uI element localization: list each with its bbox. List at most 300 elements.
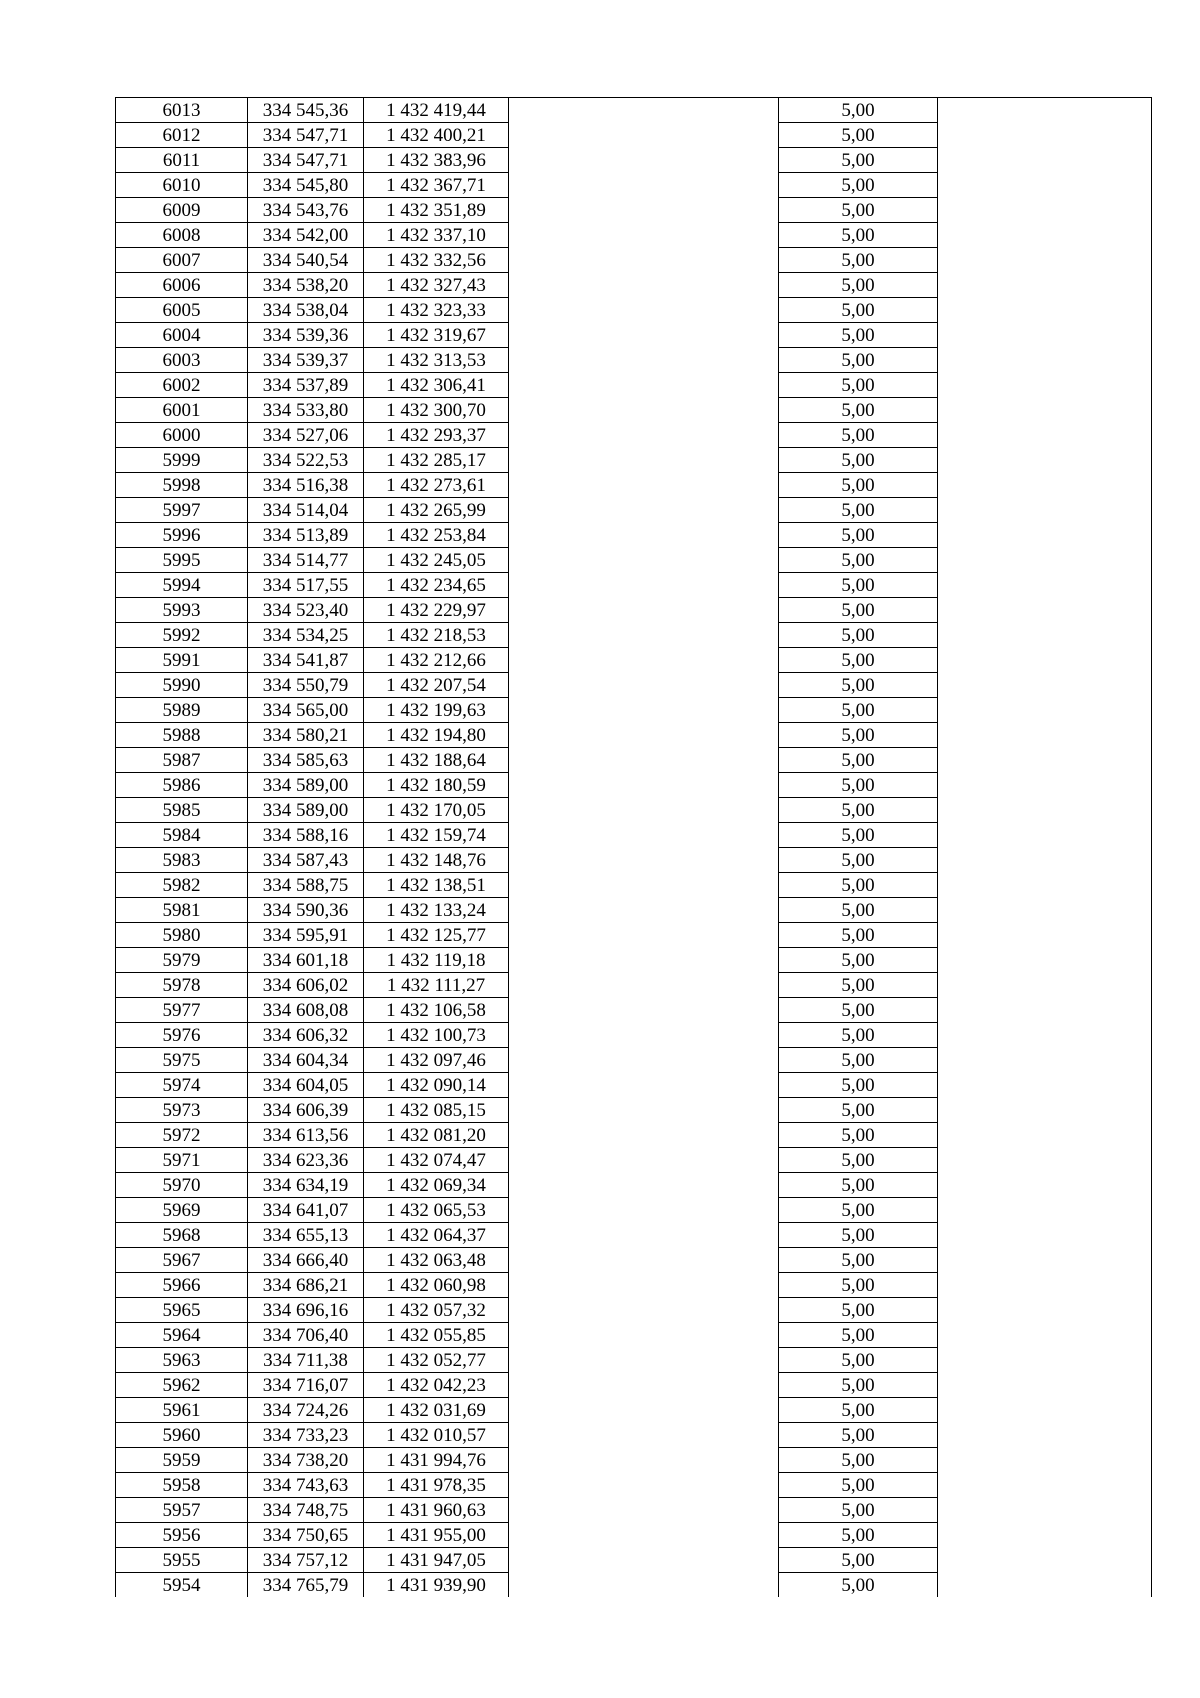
y-coordinate-cell: 1 432 133,24: [364, 898, 509, 923]
table-row: [116, 673, 1152, 698]
y-coordinate-cell: 1 432 229,97: [364, 598, 509, 623]
x-coordinate-cell: 334 588,16: [248, 823, 364, 848]
value-cell: 5,00: [779, 723, 938, 748]
empty-cell: [938, 798, 1152, 823]
empty-cell: [938, 548, 1152, 573]
table-row: [116, 1148, 1152, 1173]
value-cell: 5,00: [779, 373, 938, 398]
x-coordinate-cell: 334 513,89: [248, 523, 364, 548]
point-number-cell: 5961: [116, 1398, 248, 1423]
table-row: [116, 198, 1152, 223]
table-row: [116, 1348, 1152, 1373]
empty-cell: [509, 1248, 779, 1273]
empty-cell: [938, 723, 1152, 748]
x-coordinate-cell: 334 543,76: [248, 198, 364, 223]
x-coordinate-cell: 334 595,91: [248, 923, 364, 948]
value-cell: 5,00: [779, 673, 938, 698]
point-number-cell: 5964: [116, 1323, 248, 1348]
y-coordinate-cell: 1 432 323,33: [364, 298, 509, 323]
table-row: [116, 223, 1152, 248]
table-row: [116, 823, 1152, 848]
point-number-cell: 5980: [116, 923, 248, 948]
y-coordinate-cell: 1 432 074,47: [364, 1148, 509, 1173]
table-row: [116, 123, 1152, 148]
y-coordinate-cell: 1 431 955,00: [364, 1523, 509, 1548]
point-number-cell: 5975: [116, 1048, 248, 1073]
point-number-cell: 5989: [116, 698, 248, 723]
x-coordinate-cell: 334 696,16: [248, 1298, 364, 1323]
x-coordinate-cell: 334 517,55: [248, 573, 364, 598]
x-coordinate-cell: 334 538,04: [248, 298, 364, 323]
x-coordinate-cell: 334 539,37: [248, 348, 364, 373]
x-coordinate-cell: 334 716,07: [248, 1373, 364, 1398]
point-number-cell: 5963: [116, 1348, 248, 1373]
table-row: [116, 348, 1152, 373]
y-coordinate-cell: 1 432 119,18: [364, 948, 509, 973]
point-number-cell: 5998: [116, 473, 248, 498]
empty-cell: [509, 348, 779, 373]
empty-cell: [938, 148, 1152, 173]
x-coordinate-cell: 334 527,06: [248, 423, 364, 448]
x-coordinate-cell: 334 765,79: [248, 1573, 364, 1598]
value-cell: 5,00: [779, 548, 938, 573]
empty-cell: [509, 473, 779, 498]
value-cell: 5,00: [779, 123, 938, 148]
point-number-cell: 5984: [116, 823, 248, 848]
value-cell: 5,00: [779, 623, 938, 648]
x-coordinate-cell: 334 604,05: [248, 1073, 364, 1098]
value-cell: 5,00: [779, 1473, 938, 1498]
empty-cell: [938, 1173, 1152, 1198]
table-row: [116, 148, 1152, 173]
table-row: [116, 873, 1152, 898]
table-row: [116, 1048, 1152, 1073]
point-number-cell: 5985: [116, 798, 248, 823]
empty-cell: [938, 248, 1152, 273]
empty-cell: [938, 1523, 1152, 1548]
empty-cell: [938, 473, 1152, 498]
empty-cell: [509, 198, 779, 223]
y-coordinate-cell: 1 432 106,58: [364, 998, 509, 1023]
value-cell: 5,00: [779, 398, 938, 423]
y-coordinate-cell: 1 432 010,57: [364, 1423, 509, 1448]
value-cell: 5,00: [779, 973, 938, 998]
y-coordinate-cell: 1 432 199,63: [364, 698, 509, 723]
point-number-cell: 6010: [116, 173, 248, 198]
table-row: [116, 548, 1152, 573]
empty-cell: [938, 873, 1152, 898]
empty-cell: [509, 1348, 779, 1373]
empty-cell: [509, 398, 779, 423]
value-cell: 5,00: [779, 148, 938, 173]
value-cell: 5,00: [779, 348, 938, 373]
table-row: [116, 698, 1152, 723]
point-number-cell: 5993: [116, 598, 248, 623]
x-coordinate-cell: 334 585,63: [248, 748, 364, 773]
table-row: [116, 1448, 1152, 1473]
y-coordinate-cell: 1 432 367,71: [364, 173, 509, 198]
empty-cell: [938, 698, 1152, 723]
point-number-cell: 6012: [116, 123, 248, 148]
point-number-cell: 5962: [116, 1373, 248, 1398]
empty-cell: [509, 898, 779, 923]
x-coordinate-cell: 334 743,63: [248, 1473, 364, 1498]
empty-cell: [509, 123, 779, 148]
point-number-cell: 6005: [116, 298, 248, 323]
point-number-cell: 5979: [116, 948, 248, 973]
empty-cell: [938, 348, 1152, 373]
value-cell: 5,00: [779, 1498, 938, 1523]
table-row: [116, 1423, 1152, 1448]
empty-cell: [938, 1073, 1152, 1098]
empty-cell: [509, 998, 779, 1023]
y-coordinate-cell: 1 432 138,51: [364, 873, 509, 898]
y-coordinate-cell: 1 432 085,15: [364, 1098, 509, 1123]
value-cell: 5,00: [779, 173, 938, 198]
empty-cell: [938, 1548, 1152, 1573]
table-row: [116, 948, 1152, 973]
empty-cell: [938, 773, 1152, 798]
empty-cell: [509, 1198, 779, 1223]
x-coordinate-cell: 334 565,00: [248, 698, 364, 723]
y-coordinate-cell: 1 432 306,41: [364, 373, 509, 398]
table-row: [116, 798, 1152, 823]
y-coordinate-cell: 1 432 273,61: [364, 473, 509, 498]
point-number-cell: 6002: [116, 373, 248, 398]
empty-cell: [938, 1273, 1152, 1298]
point-number-cell: 5986: [116, 773, 248, 798]
x-coordinate-cell: 334 757,12: [248, 1548, 364, 1573]
empty-cell: [509, 598, 779, 623]
y-coordinate-cell: 1 432 285,17: [364, 448, 509, 473]
x-coordinate-cell: 334 523,40: [248, 598, 364, 623]
y-coordinate-cell: 1 432 097,46: [364, 1048, 509, 1073]
point-number-cell: 5988: [116, 723, 248, 748]
y-coordinate-cell: 1 432 319,67: [364, 323, 509, 348]
table-row: [116, 998, 1152, 1023]
empty-cell: [509, 1473, 779, 1498]
table-row: [116, 1198, 1152, 1223]
table-row: [116, 1298, 1152, 1323]
empty-cell: [509, 323, 779, 348]
value-cell: 5,00: [779, 1123, 938, 1148]
empty-cell: [938, 848, 1152, 873]
y-coordinate-cell: 1 432 069,34: [364, 1173, 509, 1198]
x-coordinate-cell: 334 589,00: [248, 798, 364, 823]
table-row: [116, 1023, 1152, 1048]
empty-cell: [509, 973, 779, 998]
empty-cell: [509, 148, 779, 173]
empty-cell: [938, 423, 1152, 448]
value-cell: 5,00: [779, 1373, 938, 1398]
x-coordinate-cell: 334 538,20: [248, 273, 364, 298]
table-row: [116, 273, 1152, 298]
x-coordinate-cell: 334 634,19: [248, 1173, 364, 1198]
x-coordinate-cell: 334 522,53: [248, 448, 364, 473]
empty-cell: [938, 373, 1152, 398]
empty-cell: [938, 523, 1152, 548]
value-cell: 5,00: [779, 1448, 938, 1473]
empty-cell: [938, 1298, 1152, 1323]
x-coordinate-cell: 334 534,25: [248, 623, 364, 648]
point-number-cell: 6000: [116, 423, 248, 448]
point-number-cell: 5995: [116, 548, 248, 573]
empty-cell: [509, 223, 779, 248]
table-row: [116, 973, 1152, 998]
y-coordinate-cell: 1 432 253,84: [364, 523, 509, 548]
x-coordinate-cell: 334 545,36: [248, 98, 364, 123]
value-cell: 5,00: [779, 273, 938, 298]
empty-cell: [938, 1248, 1152, 1273]
x-coordinate-cell: 334 604,34: [248, 1048, 364, 1073]
empty-cell: [938, 1573, 1152, 1598]
value-cell: 5,00: [779, 648, 938, 673]
empty-cell: [509, 1523, 779, 1548]
empty-cell: [509, 948, 779, 973]
point-number-cell: 5997: [116, 498, 248, 523]
point-number-cell: 5994: [116, 573, 248, 598]
empty-cell: [938, 298, 1152, 323]
value-cell: 5,00: [779, 1398, 938, 1423]
empty-cell: [938, 223, 1152, 248]
empty-cell: [938, 1473, 1152, 1498]
empty-cell: [938, 1348, 1152, 1373]
table-row: [116, 1098, 1152, 1123]
empty-cell: [509, 723, 779, 748]
x-coordinate-cell: 334 641,07: [248, 1198, 364, 1223]
y-coordinate-cell: 1 432 327,43: [364, 273, 509, 298]
y-coordinate-cell: 1 432 170,05: [364, 798, 509, 823]
point-number-cell: 5981: [116, 898, 248, 923]
x-coordinate-cell: 334 606,02: [248, 973, 364, 998]
point-number-cell: 6003: [116, 348, 248, 373]
empty-cell: [509, 1573, 779, 1598]
point-number-cell: 5959: [116, 1448, 248, 1473]
x-coordinate-cell: 334 706,40: [248, 1323, 364, 1348]
empty-cell: [509, 1223, 779, 1248]
x-coordinate-cell: 334 589,00: [248, 773, 364, 798]
y-coordinate-cell: 1 432 351,89: [364, 198, 509, 223]
table-row: [116, 723, 1152, 748]
point-number-cell: 5960: [116, 1423, 248, 1448]
table-row: [116, 1123, 1152, 1148]
empty-cell: [938, 1198, 1152, 1223]
point-number-cell: 5983: [116, 848, 248, 873]
empty-cell: [509, 1448, 779, 1473]
y-coordinate-cell: 1 432 065,53: [364, 1198, 509, 1223]
empty-cell: [509, 648, 779, 673]
value-cell: 5,00: [779, 1273, 938, 1298]
empty-cell: [509, 923, 779, 948]
y-coordinate-cell: 1 431 994,76: [364, 1448, 509, 1473]
point-number-cell: 5974: [116, 1073, 248, 1098]
y-coordinate-cell: 1 432 063,48: [364, 1248, 509, 1273]
value-cell: 5,00: [779, 1423, 938, 1448]
value-cell: 5,00: [779, 1573, 938, 1598]
table-row: [116, 398, 1152, 423]
table-row: [116, 1073, 1152, 1098]
empty-cell: [509, 1398, 779, 1423]
empty-cell: [509, 523, 779, 548]
empty-cell: [938, 673, 1152, 698]
table-row: [116, 1173, 1152, 1198]
x-coordinate-cell: 334 541,87: [248, 648, 364, 673]
x-coordinate-cell: 334 686,21: [248, 1273, 364, 1298]
value-cell: 5,00: [779, 923, 938, 948]
empty-cell: [938, 1223, 1152, 1248]
x-coordinate-cell: 334 588,75: [248, 873, 364, 898]
x-coordinate-cell: 334 606,39: [248, 1098, 364, 1123]
y-coordinate-cell: 1 432 313,53: [364, 348, 509, 373]
point-number-cell: 5978: [116, 973, 248, 998]
empty-cell: [938, 1048, 1152, 1073]
point-number-cell: 5954: [116, 1573, 248, 1598]
table-row: [116, 748, 1152, 773]
value-cell: 5,00: [779, 1023, 938, 1048]
point-number-cell: 5967: [116, 1248, 248, 1273]
point-number-cell: 5971: [116, 1148, 248, 1173]
x-coordinate-cell: 334 539,36: [248, 323, 364, 348]
table-row: [116, 848, 1152, 873]
empty-cell: [938, 398, 1152, 423]
empty-cell: [938, 973, 1152, 998]
x-coordinate-cell: 334 606,32: [248, 1023, 364, 1048]
table-row: [116, 1523, 1152, 1548]
point-number-cell: 6001: [116, 398, 248, 423]
empty-cell: [509, 773, 779, 798]
table-row: [116, 773, 1152, 798]
point-number-cell: 5968: [116, 1223, 248, 1248]
empty-cell: [938, 1123, 1152, 1148]
table-row: [116, 623, 1152, 648]
empty-cell: [938, 498, 1152, 523]
table-row: [116, 1573, 1152, 1598]
y-coordinate-cell: 1 432 207,54: [364, 673, 509, 698]
value-cell: 5,00: [779, 1348, 938, 1373]
x-coordinate-cell: 334 590,36: [248, 898, 364, 923]
x-coordinate-cell: 334 666,40: [248, 1248, 364, 1273]
x-coordinate-cell: 334 547,71: [248, 123, 364, 148]
empty-cell: [509, 1073, 779, 1098]
value-cell: 5,00: [779, 823, 938, 848]
empty-cell: [938, 823, 1152, 848]
value-cell: 5,00: [779, 848, 938, 873]
empty-cell: [938, 198, 1152, 223]
value-cell: 5,00: [779, 1148, 938, 1173]
empty-cell: [509, 1173, 779, 1198]
table-row: [116, 1273, 1152, 1298]
empty-cell: [938, 623, 1152, 648]
value-cell: 5,00: [779, 323, 938, 348]
point-number-cell: 5966: [116, 1273, 248, 1298]
empty-cell: [938, 123, 1152, 148]
empty-cell: [938, 648, 1152, 673]
table-row: [116, 898, 1152, 923]
x-coordinate-cell: 334 748,75: [248, 1498, 364, 1523]
value-cell: 5,00: [779, 573, 938, 598]
x-coordinate-cell: 334 724,26: [248, 1398, 364, 1423]
y-coordinate-cell: 1 432 188,64: [364, 748, 509, 773]
empty-cell: [938, 273, 1152, 298]
value-cell: 5,00: [779, 423, 938, 448]
table-row: [116, 598, 1152, 623]
empty-cell: [509, 273, 779, 298]
empty-cell: [509, 623, 779, 648]
y-coordinate-cell: 1 432 125,77: [364, 923, 509, 948]
value-cell: 5,00: [779, 798, 938, 823]
value-cell: 5,00: [779, 1248, 938, 1273]
y-coordinate-cell: 1 432 090,14: [364, 1073, 509, 1098]
y-coordinate-cell: 1 432 060,98: [364, 1273, 509, 1298]
point-number-cell: 5973: [116, 1098, 248, 1123]
value-cell: 5,00: [779, 523, 938, 548]
empty-cell: [509, 498, 779, 523]
y-coordinate-cell: 1 432 337,10: [364, 223, 509, 248]
x-coordinate-cell: 334 514,77: [248, 548, 364, 573]
point-number-cell: 5991: [116, 648, 248, 673]
table-row: [116, 498, 1152, 523]
value-cell: 5,00: [779, 223, 938, 248]
x-coordinate-cell: 334 550,79: [248, 673, 364, 698]
empty-cell: [509, 1048, 779, 1073]
point-number-cell: 5992: [116, 623, 248, 648]
point-number-cell: 5958: [116, 1473, 248, 1498]
point-number-cell: 6013: [116, 98, 248, 123]
table-row: [116, 1248, 1152, 1273]
value-cell: 5,00: [779, 998, 938, 1023]
table-row: [116, 1373, 1152, 1398]
empty-cell: [938, 173, 1152, 198]
value-cell: 5,00: [779, 1298, 938, 1323]
x-coordinate-cell: 334 738,20: [248, 1448, 364, 1473]
empty-cell: [938, 1423, 1152, 1448]
table-row: [116, 648, 1152, 673]
empty-cell: [509, 373, 779, 398]
value-cell: 5,00: [779, 98, 938, 123]
value-cell: 5,00: [779, 473, 938, 498]
empty-cell: [938, 748, 1152, 773]
empty-cell: [938, 573, 1152, 598]
value-cell: 5,00: [779, 198, 938, 223]
empty-cell: [938, 948, 1152, 973]
coordinates-table-body: [116, 98, 1152, 1598]
point-number-cell: 5987: [116, 748, 248, 773]
empty-cell: [509, 823, 779, 848]
value-cell: 5,00: [779, 1523, 938, 1548]
value-cell: 5,00: [779, 748, 938, 773]
x-coordinate-cell: 334 545,80: [248, 173, 364, 198]
empty-cell: [938, 1373, 1152, 1398]
empty-cell: [509, 248, 779, 273]
empty-cell: [509, 1098, 779, 1123]
point-number-cell: 5976: [116, 1023, 248, 1048]
empty-cell: [509, 573, 779, 598]
empty-cell: [509, 873, 779, 898]
empty-cell: [509, 798, 779, 823]
y-coordinate-cell: 1 432 383,96: [364, 148, 509, 173]
point-number-cell: 5990: [116, 673, 248, 698]
empty-cell: [509, 298, 779, 323]
point-number-cell: 6007: [116, 248, 248, 273]
point-number-cell: 6006: [116, 273, 248, 298]
table-row: [116, 373, 1152, 398]
y-coordinate-cell: 1 432 052,77: [364, 1348, 509, 1373]
table-row: [116, 1473, 1152, 1498]
table-row: [116, 1498, 1152, 1523]
x-coordinate-cell: 334 613,56: [248, 1123, 364, 1148]
empty-cell: [509, 1548, 779, 1573]
point-number-cell: 5977: [116, 998, 248, 1023]
